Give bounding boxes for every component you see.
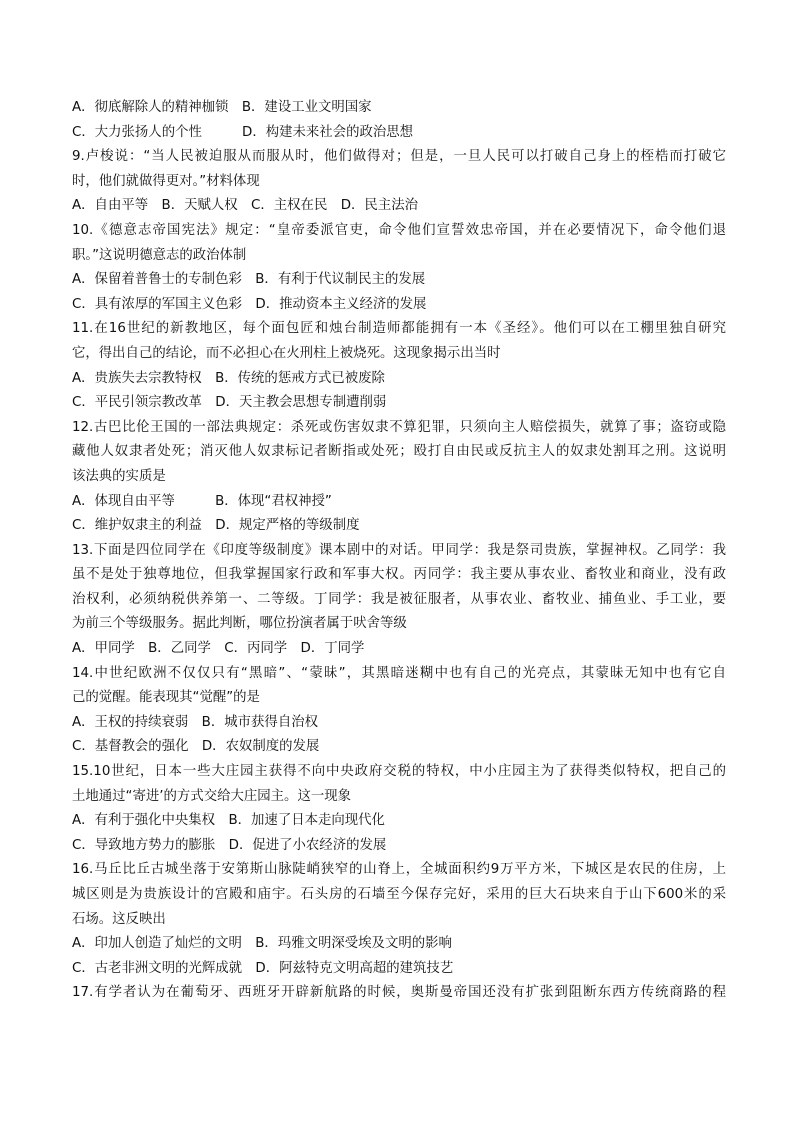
question-15-text: 15.10世纪，日本一些大庄园主获得不向中央政府交税的特权，中小庄园主为了获得类似特权，把自己的 (72, 764, 726, 780)
question-9-text: 9.卢梭说：“当人民被迫服从而服从时，他们做得对；但是，一旦人民可以打破自己身上的桎梏而打破它 (72, 149, 726, 165)
option-line: C．基督教会的强化 D．农奴制度的发展 (72, 739, 320, 755)
question-11-text: 它，得出自己的结论，而不必担心在火刑柱上被烧死。这现象揭示出当时 (72, 345, 501, 361)
option-line: C．平民引领宗教改革 D．天主教会思想专制遭削弱 (72, 395, 387, 411)
question-13-text: 虽不是处于独尊地位，但我掌握国家行政和军事大权。丙同学：我主要从事农业、畜牧业和商业，没有政 (72, 567, 726, 583)
question-12-text: 12.古巴比伦王国的一部法典规定：杀死或伤害奴隶不算犯罪，只须向主人赔偿损失，就算了事；盗窃或隐 (72, 419, 726, 435)
question-11-text: 11.在16世纪的新教地区，每个面包匠和烛台制造师都能拥有一本《圣经》。他们可以在工棚里独自研究 (72, 321, 726, 337)
option-line: A．王权的持续衰弱 B．城市获得自治权 (72, 714, 318, 730)
question-15-text: 土地通过“寄进’的方式交给大庄园主。这一现象 (72, 788, 352, 804)
question-12-text: 该法典的实质是 (72, 468, 166, 484)
option-line: A．彻底解除人的精神枷锁 B．建设工业文明国家 (72, 100, 372, 115)
question-14-text: 己的觉醒。能表现其“觉醒”的是 (72, 690, 260, 706)
question-13-text: 为前三个等级服务。据此判断，哪位扮演者属于吠舍等级 (72, 616, 407, 632)
question-14-text: 14.中世纪欧洲不仅仅只有“黑暗”、“蒙昧”，其黑暗迷糊中也有自己的光亮点，其蒙昧无知中也有它自 (72, 665, 726, 681)
question-12-text: 藏他人奴隶者处死；消灭他人奴隶标记者断指或处死；殴打自由民或反抗主人的奴隶处割耳之刑。这说明 (72, 444, 726, 460)
question-16-text: 石场。这反映出 (72, 911, 166, 927)
exam-page (72, 96, 726, 1006)
option-line: C．维护奴隶主的利益 D．规定严格的等级制度 (72, 518, 360, 534)
option-line: A．有利于强化中央集权 B．加速了日本走向现代化 (72, 813, 385, 829)
question-13-text: 13.下面是四位同学在《印度等级制度》课本剧中的对话。甲同学：我是祭司贵族，掌握神权。乙同学：我 (72, 542, 726, 558)
option-line: A．自由平等 B．天赋人权 C．主权在民 D．民主法治 (72, 198, 418, 214)
option-line: A．体现自由平等 B．体现“君权神授” (72, 493, 332, 509)
question-10-text: 职。”这说明德意志的政治体制 (72, 247, 247, 263)
question-9-text: 时，他们就做得更对。”材料体现 (72, 173, 260, 189)
option-line: C．导致地方势力的膨胀 D．促进了小农经济的发展 (72, 837, 387, 853)
question-10-text: 10.《德意志帝国宪法》规定：“皇帝委派官吏，命令他们宣誓效忠帝国，并在必要情况下，命令他们退 (72, 222, 726, 238)
option-line: A．印加人创造了灿烂的文明 B．玛雅文明深受埃及文明的影响 (72, 936, 452, 952)
option-line: A．甲同学 B．乙同学 C．丙同学 D．丁同学 (72, 641, 365, 657)
option-line: A．保留着普鲁士的专制色彩 B．有利于代议制民主的发展 (72, 272, 426, 288)
option-line: C．具有浓厚的军国主义色彩 D．推动资本主义经济的发展 (72, 296, 427, 312)
option-line: C．大力张扬人的个性 D．构建未来社会的政治思想 (72, 124, 414, 140)
option-line: A．贵族失去宗教特权 B．传统的惩戒方式已被废除 (72, 370, 385, 386)
question-17-text: 17.有学者认为在葡萄牙、西班牙开辟新航路的时候，奥斯曼帝国还没有扩张到阻断东西方传统商路的程 (72, 985, 726, 1001)
question-16-text: 城区则是为贵族设计的宫殿和庙宇。石头房的石墙至今保存完好，采用的巨大石块来自于山下600米的采 (72, 887, 726, 902)
question-16-text: 16.马丘比丘古城坐落于安第斯山脉陡峭狭窄的山脊上，全城面积约9万平方米，下城区是农民的住房，上 (72, 862, 726, 878)
question-13-text: 治权利，必须纳税供养第一、二等级。丁同学：我是被征服者，从事农业、畜牧业、捕鱼业、手工业，要 (72, 591, 726, 607)
option-line: C．古老非洲文明的光辉成就 D．阿兹特克文明高超的建筑技艺 (72, 960, 454, 976)
